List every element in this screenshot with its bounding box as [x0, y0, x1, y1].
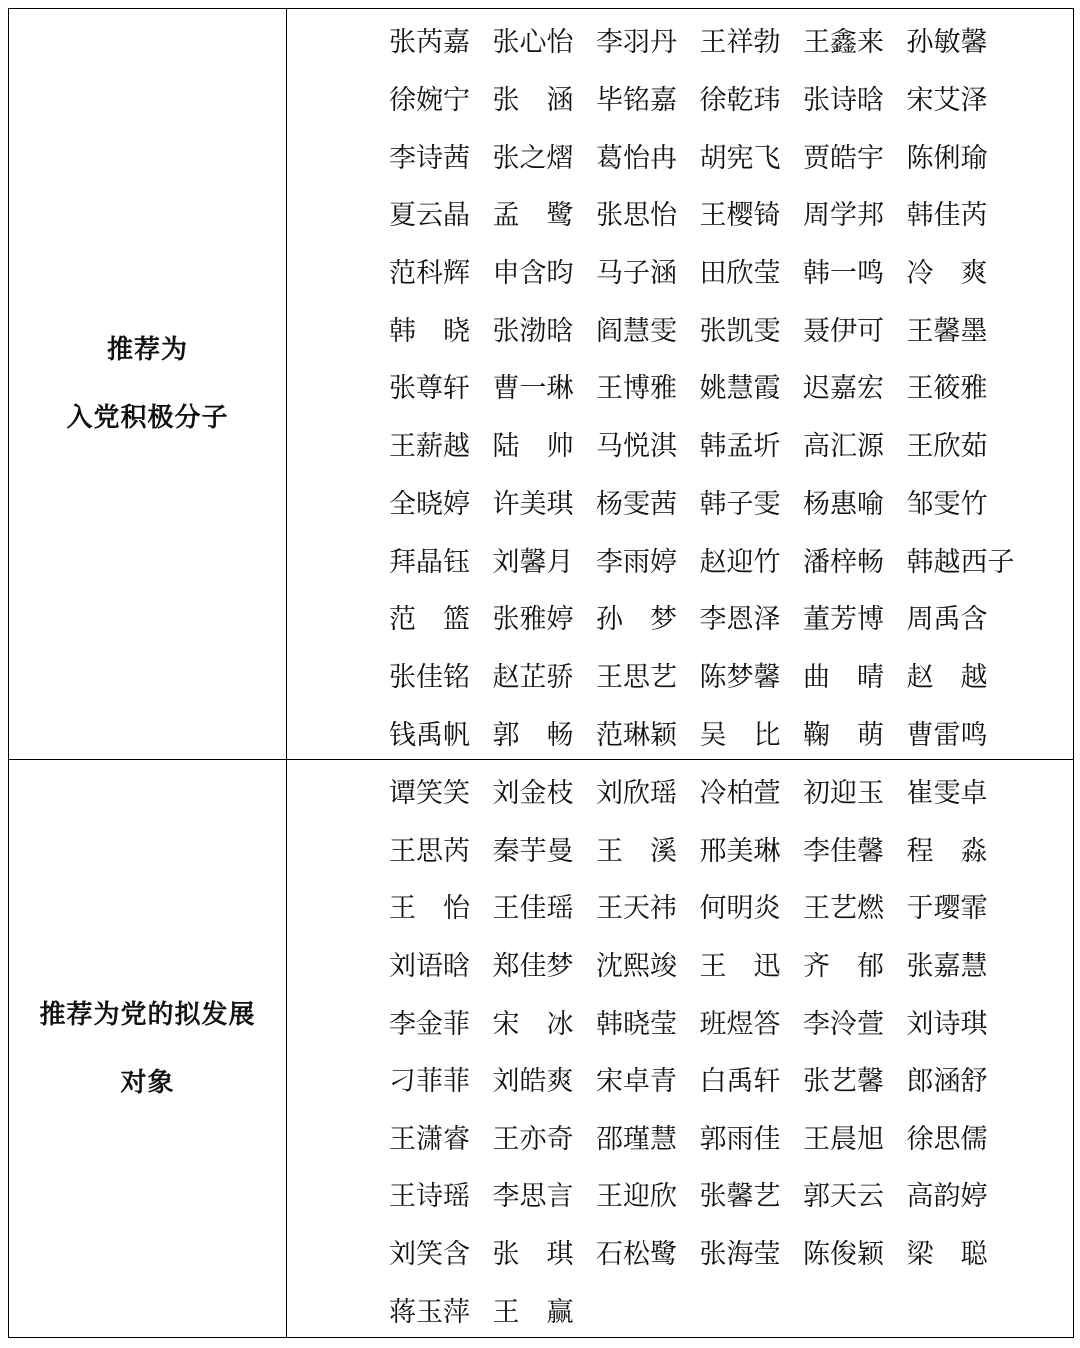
- member-name: 申含昀: [492, 258, 574, 290]
- member-name: 王 怡: [389, 893, 470, 925]
- section-label-cell: [9, 9, 287, 759]
- member-name: 陈俐瑜: [906, 142, 988, 174]
- name-row: [389, 11, 1073, 69]
- member-name: 迟嘉宏: [803, 373, 884, 405]
- member-name: 张渤晗: [492, 315, 574, 347]
- development-candidate-section: [9, 760, 1073, 1337]
- name-row: [389, 357, 1073, 415]
- member-name: 王佳瑶: [492, 893, 574, 925]
- member-name: 张芮嘉: [389, 27, 470, 59]
- member-name: 李佳馨: [803, 835, 884, 867]
- member-name: 郑佳梦: [492, 951, 574, 983]
- member-name: 赵迎竹: [699, 546, 781, 578]
- member-name: 陈梦馨: [699, 661, 781, 693]
- member-name: 吴 比: [699, 719, 781, 751]
- member-name: 杨雯茜: [596, 488, 677, 520]
- member-name: 王晨旭: [803, 1123, 884, 1155]
- member-name: 范琳颖: [596, 719, 677, 751]
- member-name: 郭雨佳: [699, 1123, 781, 1155]
- member-name: 张馨艺: [699, 1181, 781, 1213]
- name-row: [389, 646, 1073, 704]
- member-name: 邹雯竹: [906, 488, 988, 520]
- member-name: 赵芷骄: [492, 661, 574, 693]
- member-name: 潘梓畅: [803, 546, 884, 578]
- name-row: [389, 184, 1073, 242]
- member-name: 韩子雯: [699, 488, 781, 520]
- member-name: 马子涵: [596, 258, 677, 290]
- member-name: 范 篮: [389, 604, 470, 636]
- member-name: 韩孟圻: [699, 431, 781, 463]
- member-name: 沈熙竣: [596, 951, 677, 983]
- member-name: 郭 畅: [492, 719, 574, 751]
- member-name: 毕铭嘉: [596, 85, 677, 117]
- member-name: 许美琪: [492, 488, 574, 520]
- member-name: 于璎霏: [906, 893, 988, 925]
- name-row: [389, 935, 1073, 993]
- member-name: 王博雅: [596, 373, 677, 405]
- member-name: 王樱锜: [699, 200, 781, 232]
- member-name: 李羽丹: [596, 27, 677, 59]
- name-row: [389, 762, 1073, 820]
- member-name: 全晓婷: [389, 488, 470, 520]
- member-name: 王祥勃: [699, 27, 781, 59]
- member-name: 胡宪飞: [699, 142, 781, 174]
- member-name: 何明炎: [699, 893, 781, 925]
- name-row: [389, 530, 1073, 588]
- member-name: 郎涵舒: [906, 1066, 988, 1098]
- name-row: [389, 126, 1073, 184]
- member-name: 韩晓莹: [596, 1008, 677, 1040]
- name-row: [389, 1280, 1073, 1338]
- member-name: 徐思儒: [906, 1123, 988, 1155]
- member-name: 鞠 萌: [803, 719, 884, 751]
- member-name: 宋卓青: [596, 1066, 677, 1098]
- name-row: [389, 877, 1073, 935]
- names-cell: [389, 9, 1073, 759]
- member-name: 孟 鹭: [492, 200, 574, 232]
- member-name: 王亦奇: [492, 1123, 574, 1155]
- member-name: 曹雷鸣: [906, 719, 988, 751]
- member-name: 王筱雅: [906, 373, 988, 405]
- member-name: 李雨婷: [596, 546, 677, 578]
- member-name: 刘金枝: [492, 778, 574, 810]
- section-label-line: 入党积极分子: [66, 403, 229, 433]
- member-name: 董芳博: [803, 604, 884, 636]
- member-name: 刘诗琪: [906, 1008, 988, 1040]
- member-name: 白禹轩: [699, 1066, 781, 1098]
- name-row: [389, 992, 1073, 1050]
- name-row: [389, 588, 1073, 646]
- member-name: 高汇源: [803, 431, 884, 463]
- member-name: 陆 帅: [492, 431, 574, 463]
- member-name: 聂伊可: [803, 315, 884, 347]
- member-name: 张凯雯: [699, 315, 781, 347]
- member-name: 王 赢: [492, 1296, 574, 1328]
- member-name: 王潇睿: [389, 1123, 470, 1155]
- member-name: 韩一鸣: [803, 258, 884, 290]
- member-name: 张之熠: [492, 142, 574, 174]
- member-name: 夏云晶: [389, 200, 470, 232]
- member-name: 王 迅: [699, 951, 781, 983]
- member-name: 姚慧霞: [699, 373, 781, 405]
- member-name: 郭天云: [803, 1181, 884, 1213]
- member-name: 梁 聪: [906, 1239, 988, 1271]
- member-name: 杨惠喻: [803, 488, 884, 520]
- member-name: 钱禹帆: [389, 719, 470, 751]
- member-name: 王 溪: [596, 835, 677, 867]
- member-name: 王薪越: [389, 431, 470, 463]
- member-name: 王思艺: [596, 661, 677, 693]
- member-name: 陈俊颖: [803, 1239, 884, 1271]
- section-label-line: 推荐为: [106, 335, 188, 365]
- member-name: 赵 越: [906, 661, 988, 693]
- member-name: 刘皓爽: [492, 1066, 574, 1098]
- member-name: 徐乾玮: [699, 85, 781, 117]
- member-name: 李诗茜: [389, 142, 470, 174]
- member-name: 李思言: [492, 1181, 574, 1213]
- nomination-table: [8, 8, 1074, 1338]
- member-name: 范科辉: [389, 258, 470, 290]
- member-name: 张 琪: [492, 1239, 574, 1271]
- member-name: 李泠萱: [803, 1008, 884, 1040]
- name-row: [389, 415, 1073, 473]
- member-name: 宋艾泽: [906, 85, 988, 117]
- member-name: 韩越西子: [906, 546, 1015, 578]
- member-name: 谭笑笑: [389, 778, 470, 810]
- member-name: 孙敏馨: [906, 27, 988, 59]
- member-name: 李金菲: [389, 1008, 470, 1040]
- name-row: [389, 299, 1073, 357]
- member-name: 张 涵: [492, 85, 574, 117]
- member-name: 邵瑾慧: [596, 1123, 677, 1155]
- member-name: 张尊轩: [389, 373, 470, 405]
- member-name: 拜晶钰: [389, 546, 470, 578]
- member-name: 马悦淇: [596, 431, 677, 463]
- member-name: 刁菲菲: [389, 1066, 470, 1098]
- member-name: 阎慧雯: [596, 315, 677, 347]
- member-name: 张雅婷: [492, 604, 574, 636]
- member-name: 刘馨月: [492, 546, 574, 578]
- member-name: 周禹含: [906, 604, 988, 636]
- member-name: 张嘉慧: [906, 951, 988, 983]
- member-name: 邢美琳: [699, 835, 781, 867]
- member-name: 崔雯卓: [906, 778, 988, 810]
- member-name: 王诗瑶: [389, 1181, 470, 1213]
- name-row: [389, 1050, 1073, 1108]
- name-row: [389, 820, 1073, 878]
- name-row: [389, 473, 1073, 531]
- member-name: 刘语晗: [389, 951, 470, 983]
- member-name: 贾皓宇: [803, 142, 884, 174]
- name-row: [389, 703, 1073, 761]
- member-name: 韩佳芮: [906, 200, 988, 232]
- member-name: 韩 晓: [389, 315, 470, 347]
- member-name: 王迎欣: [596, 1181, 677, 1213]
- member-name: 王艺燃: [803, 893, 884, 925]
- member-name: 齐 郁: [803, 951, 884, 983]
- member-name: 张心怡: [492, 27, 574, 59]
- member-name: 宋 冰: [492, 1008, 574, 1040]
- names-cell: [389, 760, 1073, 1337]
- member-name: 王馨墨: [906, 315, 988, 347]
- member-name: 田欣莹: [699, 258, 781, 290]
- section-label-line: 对象: [120, 1067, 175, 1098]
- member-name: 曲 晴: [803, 661, 884, 693]
- member-name: 张诗晗: [803, 85, 884, 117]
- member-name: 蒋玉萍: [389, 1296, 470, 1328]
- member-name: 班煜答: [699, 1008, 781, 1040]
- member-name: 王欣茹: [906, 431, 988, 463]
- member-name: 秦芋曼: [492, 835, 574, 867]
- member-name: 周学邦: [803, 200, 884, 232]
- name-row: [389, 1108, 1073, 1166]
- member-name: 刘笑含: [389, 1239, 470, 1271]
- section-label-line: 推荐为党的拟发展: [39, 999, 256, 1030]
- member-name: 孙 梦: [596, 604, 677, 636]
- member-name: 徐婉宁: [389, 85, 470, 117]
- name-row: [389, 1223, 1073, 1281]
- member-name: 王鑫来: [803, 27, 884, 59]
- member-name: 葛怡冉: [596, 142, 677, 174]
- name-row: [389, 242, 1073, 300]
- member-name: 曹一琳: [492, 373, 574, 405]
- member-name: 张佳铭: [389, 661, 470, 693]
- member-name: 高韵婷: [906, 1181, 988, 1213]
- name-row: [389, 1165, 1073, 1223]
- member-name: 王天祎: [596, 893, 677, 925]
- activist-section: [9, 9, 1073, 760]
- member-name: 李恩泽: [699, 604, 781, 636]
- member-name: 程 淼: [906, 835, 988, 867]
- section-label-cell: [9, 760, 287, 1337]
- member-name: 冷柏萱: [699, 778, 781, 810]
- member-name: 刘欣瑶: [596, 778, 677, 810]
- name-row: [389, 69, 1073, 127]
- member-name: 冷 爽: [906, 258, 988, 290]
- member-name: 初迎玉: [803, 778, 884, 810]
- member-name: 王思芮: [389, 835, 470, 867]
- member-name: 石松鹭: [596, 1239, 677, 1271]
- member-name: 张海莹: [699, 1239, 781, 1271]
- member-name: 张艺馨: [803, 1066, 884, 1098]
- member-name: 张思怡: [596, 200, 677, 232]
